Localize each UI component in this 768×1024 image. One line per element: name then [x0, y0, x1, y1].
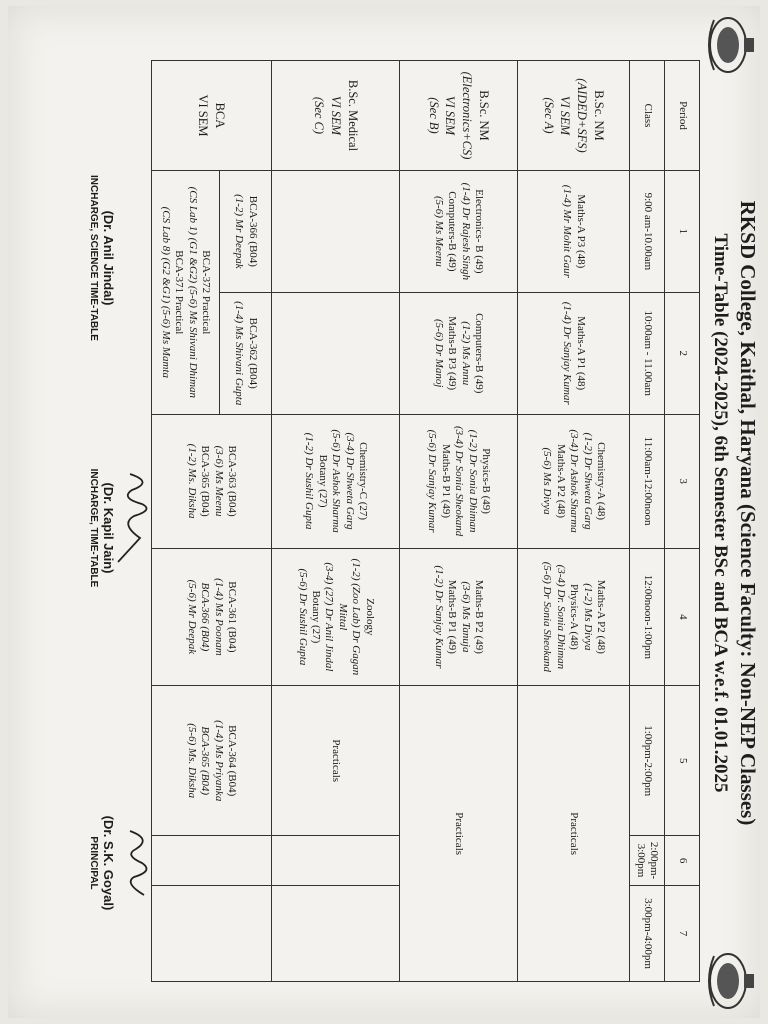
- period-number: 1: [665, 170, 700, 292]
- empty-cell: [152, 886, 272, 982]
- time-slot: 12:00noon-1:00pm: [630, 548, 665, 686]
- lecture-cell: Maths-B P2 (49) (3-6) Ms Tanuja Maths-B P1 (49) (1-2) Dr Sanjay Kumar: [400, 548, 518, 686]
- period-label: Period: [665, 61, 700, 171]
- lecture-cell: BCA-364 (B04) (1-4) Ms Priyanka BCA-365 (B04) (5-6) Ms. Diksha: [152, 686, 272, 836]
- handwritten-signature-sk-goyal: [114, 823, 158, 903]
- practicals-cell: Practicals: [272, 686, 400, 836]
- lecture-cell: Chemistry-A (48) (1-2) Dr Shweta Garg (3-4) Dr Ashok Sharma Maths-A P2 (48) (5-6) Ms Divya: [518, 414, 630, 548]
- lecture-cell: Maths-A P2 (48) (1-2) Ms Divya Physics-A (48) (3-4) Dr. Sonia Dhiman (5-6) Dr Sonia Sheokand: [518, 548, 630, 686]
- practicals-cell: Practicals: [400, 686, 518, 982]
- timetable-document: [4, 8, 764, 1018]
- time-slot: 3:00pm-4:00pm: [630, 886, 665, 982]
- table-row: [518, 61, 630, 982]
- time-slot: 1:00pm-2:00pm: [630, 686, 665, 836]
- lecture-cell: BCA-362 (B04) (1-4) Ms Shivani Gupta: [220, 292, 272, 414]
- class-cell: B.Sc. NM (Electronics+CS) VI SEM (Sec B): [400, 61, 518, 171]
- lecture-cell: Physics-B (49) (1-2) Dr Sonia Dhiman (3-4) Dr Sonia Sheokand Maths-B P1 (49) (5-6) Dr Sanjay Kumar: [400, 414, 518, 548]
- lecture-cell: BCA-361 (B04) (1-4) Ms Poonam BCA-366 (B04) (5-6) Mr Deepak: [152, 548, 272, 686]
- time-row: [630, 61, 665, 982]
- table-row: [400, 61, 518, 982]
- lecture-cell: Zoology (1-2) (Zoo Lab) Dr Gagan Mittal (3-4) (27) Dr Anil Jindal Botany (27) (5-6) Dr Sushil Gupta: [272, 548, 400, 686]
- empty-cell: [272, 292, 400, 414]
- signature-block-anil-jindal: (Dr. Anil Jindal) INCHARGE, SCIENCE TIME-TABLE: [88, 175, 116, 341]
- period-number: 4: [665, 548, 700, 686]
- lecture-cell: Electronics- B (49) (1-4) Dr Rajesh Singh Computers-B (49) (5-6) Ms Meenu: [400, 170, 518, 292]
- empty-cell: [272, 170, 400, 292]
- lecture-cell: Computers-B (49) (1-2) Ms Annu Maths-B P3 (49) (5-6) Dr Manoj: [400, 292, 518, 414]
- period-number: 5: [665, 686, 700, 836]
- lecture-cell: BCA-366 (B04) (1-2) Mr Deepak: [220, 170, 272, 292]
- class-cell: B.Sc. Medical VI SEM (Sec C): [272, 61, 400, 171]
- class-cell: B.Sc. NM (AIDED+SFS) VI SEM (Sec A): [518, 61, 630, 171]
- empty-cell: [152, 836, 272, 886]
- practical-cell: BCA-372 Practical (CS Lab 1) (G1 &G2) (5-6) Ms Shivani Dhiman BCA-371 Practical (CS Lab 8) (G2 &G1) (5-6) Ms Mamta: [152, 170, 220, 414]
- lecture-cell: Chemistry-C (27) (3-4) Dr Shweta Garg (5-6) Dr Ashok Sharma Botany (27) (1-2) Dr Sushil Gupta: [272, 414, 400, 548]
- practicals-cell: Practicals: [518, 686, 630, 982]
- timetable: [151, 60, 700, 982]
- time-slot: 9:00 am-10.00am: [630, 170, 665, 292]
- document-title: RKSD College, Kaithal, Haryana (Science Faculty: Non-NEP Classes): [736, 200, 760, 826]
- signature-block-kapil-jain: (Dr. Kapil Jain) INCHARGE, TIME-TABLE: [88, 468, 116, 588]
- time-slot: 11:00am-12:00noon: [630, 414, 665, 548]
- document-subtitle: Time-Table (2024-2025), 6th Semester BSc and BCA w.e.f. 01.01.2025: [710, 233, 731, 793]
- period-number: 2: [665, 292, 700, 414]
- table-row: [272, 61, 400, 982]
- class-label: Class: [630, 61, 665, 171]
- empty-cell: [272, 886, 400, 982]
- period-number: 6: [665, 836, 700, 886]
- time-slot: 2:00pm-3:00pm: [630, 836, 665, 886]
- period-number: 7: [665, 886, 700, 982]
- table-row: [220, 61, 272, 982]
- period-number: 3: [665, 414, 700, 548]
- empty-cell: [272, 836, 400, 886]
- period-row: [665, 61, 700, 982]
- handwritten-signature-kapil-jain: [114, 468, 160, 568]
- lecture-cell: BCA-363 (B04) (3-6) Ms Meenu BCA-365 (B04) (1-2) Ms. Diksha: [152, 414, 272, 548]
- signature-block-sk-goyal: (Dr. S.K. Goyal) PRINCIPAL: [88, 815, 116, 911]
- time-slot: 10:00am - 11.00am: [630, 292, 665, 414]
- lecture-cell: Maths-A P3 (48) (1-4) Mr Mohit Gaur: [518, 170, 630, 292]
- lecture-cell: Maths-A P1 (48) (1-4) Dr Sanjay Kumar: [518, 292, 630, 414]
- class-cell: BCA VI SEM: [152, 61, 272, 171]
